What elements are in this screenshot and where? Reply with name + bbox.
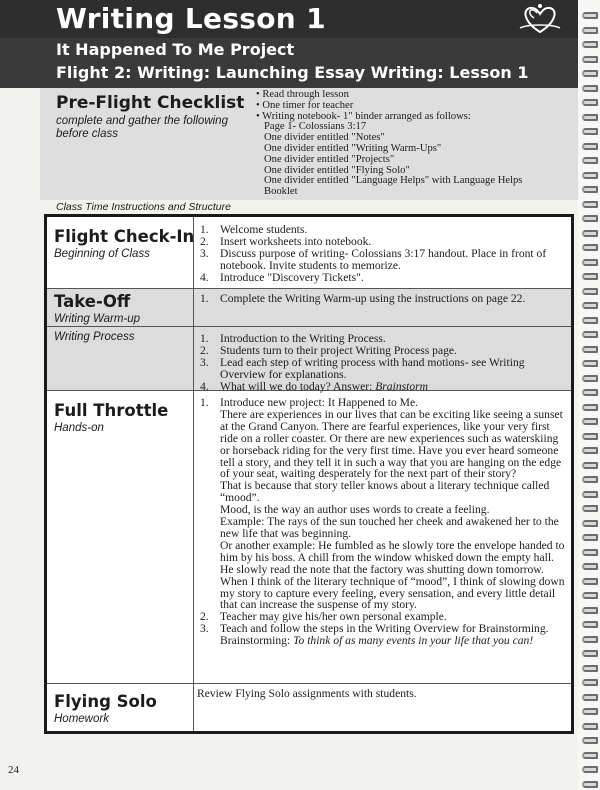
spiral-coil (582, 418, 598, 425)
spiral-coil (582, 447, 598, 454)
spiral-coil (582, 665, 598, 672)
lesson-structure-table (44, 214, 574, 734)
spiral-coil (582, 157, 598, 164)
spiral-coil (582, 201, 598, 208)
spiral-coil (582, 172, 598, 179)
spiral-coil (582, 302, 598, 309)
spiral-coil (582, 578, 598, 585)
row-take-off (47, 289, 571, 327)
spiral-coil (582, 70, 598, 77)
spiral-coil (582, 636, 598, 643)
checklist-item: Page 1- Colossians 3:17 (264, 121, 367, 133)
spiral-coil (582, 520, 598, 527)
hearts-logo-icon (514, 2, 566, 38)
checklist-item: • Writing notebook- 1" binder arranged as follows: (256, 110, 471, 122)
spiral-coil (582, 288, 598, 295)
spiral-coil (582, 737, 598, 744)
spiral-coil (582, 404, 598, 411)
row-flight-check-in (47, 217, 571, 289)
list-item: 3. Teach and follow the steps in the Writing Overview for Brainstorming. Brainstorming: To think of as many events in your life that you can! (200, 622, 549, 648)
spiral-coil (582, 766, 598, 773)
checklist-item: One divider entitled "Writing Warm-Ups" (264, 142, 442, 154)
section-title: Full Throttle (54, 401, 169, 420)
checklist-item: • Read through lesson (256, 89, 349, 100)
spiral-coil (582, 433, 598, 440)
full-throttle-list (200, 397, 566, 647)
preflight-title: Pre-Flight Checklist (56, 93, 245, 113)
spiral-coil (582, 389, 598, 396)
checklist-item: One divider entitled "Projects" (264, 153, 395, 165)
spiral-coil (582, 41, 598, 48)
take-off-list (200, 293, 566, 305)
list-item: 1. Complete the Writing Warm-up using the instructions on page 22. (200, 292, 526, 305)
spiral-coil (582, 128, 598, 135)
spiral-coil (582, 563, 598, 570)
list-item: 4. Introduce "Discovery Tickets". (200, 270, 364, 284)
spiral-coil (582, 346, 598, 353)
spiral-coil (582, 317, 598, 324)
row-label-cell (47, 391, 194, 683)
section-subtitle: Writing Process (54, 331, 135, 343)
spiral-coil (582, 592, 598, 599)
spiral-coil (582, 244, 598, 251)
spiral-coil (582, 491, 598, 498)
spiral-coil (582, 549, 598, 556)
list-item: 1. Introduction to the Writing Process. (200, 332, 386, 345)
writing-process-list (200, 333, 566, 393)
spiral-coil (582, 723, 598, 730)
spiral-coil (582, 650, 598, 657)
spiral-coil (582, 331, 598, 338)
list-item: 2. Insert worksheets into notebook. (200, 234, 372, 248)
section-subtitle: Writing Warm-up (54, 313, 141, 325)
check-in-list (200, 224, 566, 284)
spiral-coil (582, 27, 598, 34)
page-number: 24 (8, 764, 19, 776)
spiral-coil (582, 462, 598, 469)
lesson-header (0, 0, 578, 88)
list-item: 1. Welcome students. (200, 223, 308, 236)
section-subtitle: Hands-on (54, 422, 104, 434)
spiral-coil (582, 505, 598, 512)
row-writing-process (47, 327, 571, 391)
row-flying-solo (47, 684, 571, 731)
spiral-coil (582, 534, 598, 541)
spiral-coil (582, 186, 598, 193)
spiral-coil (582, 56, 598, 63)
flying-solo-text: Review Flying Solo assignments with students. (197, 687, 417, 700)
spiral-coil (582, 621, 598, 628)
spiral-coil (582, 607, 598, 614)
spiral-coil (582, 708, 598, 715)
list-item: 2. Students turn to their project Writing Process page. (200, 343, 457, 357)
spiral-coil (582, 752, 598, 759)
spiral-coil (582, 679, 598, 686)
spiral-coil (582, 114, 598, 121)
spiral-coil (582, 360, 598, 367)
flight-subtitle: Flight 2: Writing: Launching Essay Writing: Lesson 1 (56, 63, 529, 82)
spiral-coil (582, 476, 598, 483)
section-title: Flight Check-In (54, 227, 195, 246)
list-item: 3. Discuss purpose of writing- Colossians 3:17 handout. Place in front of notebook. Invite students to memorize. (200, 246, 547, 272)
spiral-coil (582, 694, 598, 701)
checklist-item: Booklet (264, 186, 298, 198)
list-item: 3. Lead each step of writing process with hand motions- see Writing Overview for explanations. (200, 355, 525, 381)
lesson-title: Writing Lesson 1 (56, 2, 326, 35)
spiral-coil (582, 85, 598, 92)
row-full-throttle (47, 391, 571, 684)
checklist-item: One divider entitled "Flying Solo" (264, 164, 410, 176)
spiral-coil (582, 230, 598, 237)
checklist-item: One divider entitled "Notes" (264, 132, 385, 144)
section-title: Take-Off (54, 292, 131, 311)
section-title: Flying Solo (54, 692, 157, 711)
list-item: 4. What will we do today? Answer: Brainstorm (200, 379, 429, 393)
list-item: 2. Teacher may give his/her own personal example. (200, 610, 447, 624)
preflight-subtitle: complete and gather the following before class (56, 115, 228, 140)
checklist-item: • One timer for teacher (256, 99, 354, 111)
spiral-coil (582, 259, 598, 266)
spiral-binding (578, 0, 600, 790)
spiral-coil (582, 781, 598, 788)
section-subtitle: Beginning of Class (54, 248, 150, 260)
spiral-coil (582, 273, 598, 280)
list-item: 1. Introduce new project: It Happened to Me. There are experiences in our lives that can be exciting like seeing a sunset at the Grand Canyon. There are fearful experiences, like your very first ride on a roller coaster. Or there are new experiences such as waterskiing or horseback riding for the very first time. Have you ever heard someone tell a story, and they tell it in such a way that you are hanging on the edge of your seat, waiting desperately for the next part of their story? That is because that story teller knows about a literary technique called “mood”. Mood, is the way an author uses words to create a feeling. Example: The rays of the sun touched her cheek and awakened her to the new life that was beginning. Or another example: He fumbled as he slowly tore the envelope handed to him by his boss. A chill from the window whisked down the empty hall. He slowly read the note that the factory was shutting down tomorrow. When I think of the literary technique of “mood”, I think of slowing down my story to capture every feeling, every sensation, and every little detail that can increase the suspense of my story. (200, 396, 565, 612)
project-subtitle: It Happened To Me Project (56, 40, 295, 59)
structure-label: Class Time Instructions and Structure (56, 201, 231, 213)
section-subtitle: Homework (54, 713, 109, 725)
spiral-coil (582, 375, 598, 382)
spiral-coil (582, 99, 598, 106)
checklist-item: One divider entitled "Language Helps" with Language Helps (264, 175, 523, 187)
spiral-coil (582, 215, 598, 222)
spiral-coil (582, 143, 598, 150)
preflight-checklist (256, 90, 566, 198)
spiral-coil (582, 12, 598, 19)
